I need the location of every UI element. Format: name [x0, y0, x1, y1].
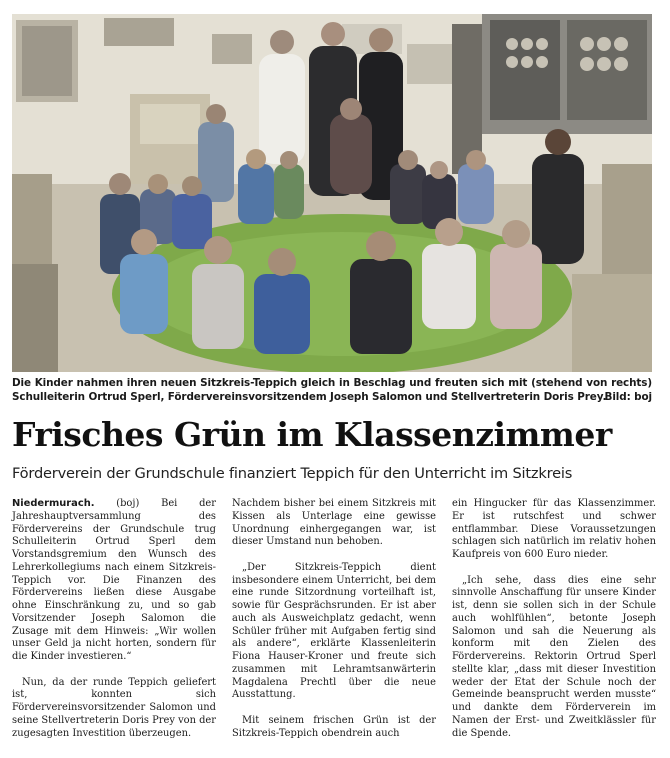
article-body — [12, 498, 656, 754]
photo-credit: Bild: boj — [604, 390, 652, 403]
article-column-2 — [232, 498, 436, 740]
class-photo — [12, 14, 652, 372]
caption-line-2: Schulleiterin Ortrud Sperl, Fördervereinsvorsitzendem Joseph Salomon und Stellvertreterin Doris Prey. — [12, 390, 607, 403]
paragraph — [12, 498, 216, 664]
paragraph: „Ich sehe, dass dies eine sehr sinnvolle Anschaffung für unsere Kinder ist, denn sie sollen sich in der Schule auch wohlfühlen“, betonte Joseph Salomon und sah die Neuerung als konform mit den Zielen des Fördervereins. Rektorin Ortrud Sperl stellte klar, „dass mit dieser Investition weder der Etat der Schule noch der Gemeinde beansprucht werden musste“ und dankte dem Förderverein im Namen der Erst- und Zweitklässler für die Spende. — [452, 574, 656, 739]
article-subheadline: Förderverein der Grundschule finanziert Teppich für den Unterricht im Sitzkreis — [12, 465, 573, 482]
paragraph: „Der Sitzkreis-Teppich dient insbesondere einem Unterricht, bei dem eine runde Sitzordnung vorteilhaft ist, sowie für Gesprächsrunden. Er ist aber auch als Ausweichplatz gedacht, wenn Schüler früher mit Aufgaben fertig sind als andere“, erklärte Klassenleiterin Fiona Hauser-Kroner und freute sich zusammen mit Lehramtsanwärterin Magdalena Prechtl über die neue Ausstattung. — [232, 561, 436, 701]
article-column-1 — [12, 498, 216, 740]
paragraph: ein Hingucker für das Klassenzimmer. Er ist rutschfest und schwer entflammbar. Diese Voraussetzungen schlagen sich natürlich im relativ hohen Kaufpreis von 600 Euro nieder. — [452, 498, 656, 560]
paragraph: Nachdem bisher bei einem Sitzkreis mit Kissen als Unterlage eine gewisse Unordnung einhergegangen war, ist dieser Umstand nun behoben. — [232, 498, 436, 548]
paragraph-text: (boj) Bei der Jahreshauptversammlung des Fördervereins der Grundschule trug Schulleiterin Ortrud Sperl dem Vorstandsgremium den Wunsch des Lehrerkollegiums nach einem Sitzkreis-Teppich vor. Die Finanzen des Fördervereins ließen diese Ausgabe ohne Einschränkung zu, und so gab Vorsitzender Joseph Salomon die Zusage mit dem Hinweis: „Wir wollen unser Geld ja nicht horten, sondern für die Kinder investieren.“ — [12, 498, 216, 662]
paragraph: Mit seinem frischen Grün ist der Sitzkreis-Teppich obendrein auch — [232, 714, 436, 739]
article-headline: Frisches Grün im Klassenzimmer — [12, 415, 612, 454]
photo-caption — [12, 377, 652, 404]
paragraph: Nun, da der runde Teppich geliefert ist, konnten sich Fördervereinsvorsitzender Salomon und seine Stellvertreterin Doris Prey von der zugesagten Investition überzeugen. — [12, 676, 216, 739]
caption-line-1: Die Kinder nahmen ihren neuen Sitzkreis-Teppich gleich in Beschlag und freuten sich mit (stehend von rechts) — [12, 377, 652, 389]
dateline: Niedermurach. — [12, 498, 95, 509]
article-column-3 — [452, 498, 656, 740]
